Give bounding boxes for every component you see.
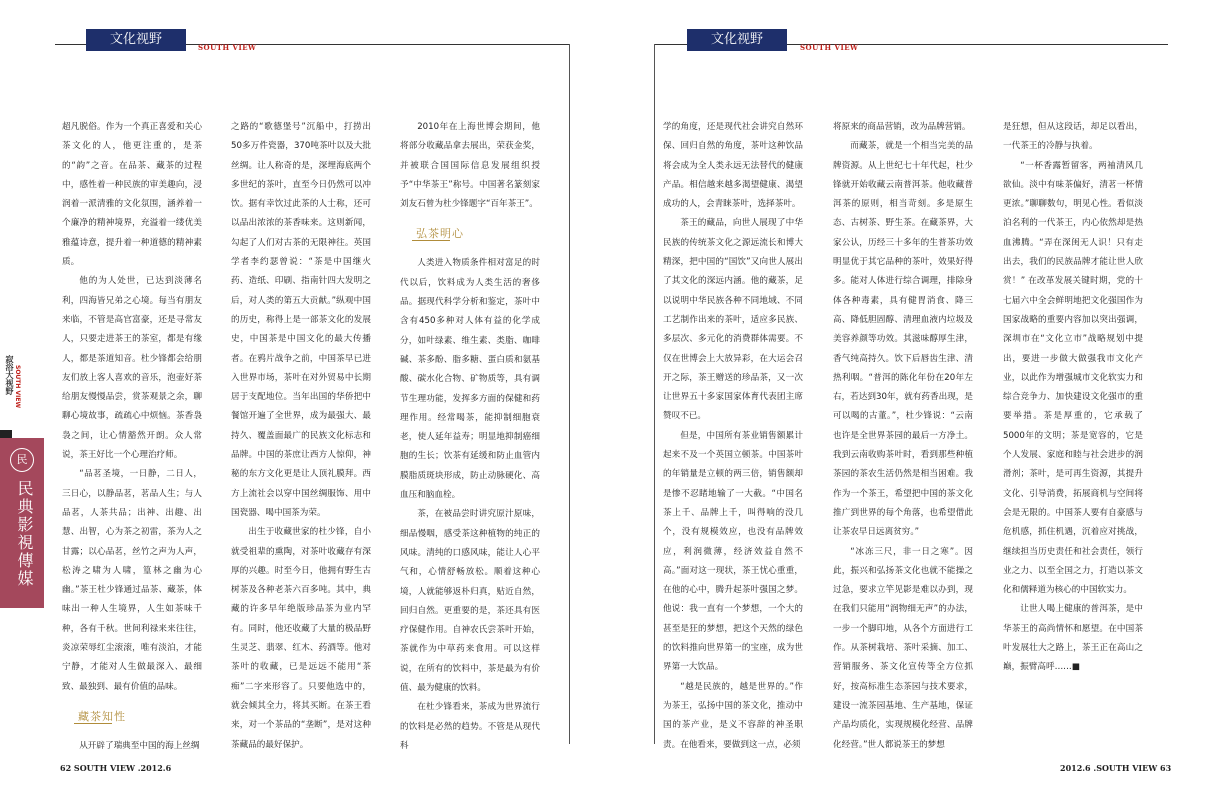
paragraph: 2010年在上海世博会期间，他将部分收藏品拿去展出，荣获金奖，并被联合国国际信息发展组织授予“中华茶王”称号。中国著名篆刻家刘友石曾为杜少锋题字“百年茶王”。 — [400, 122, 540, 210]
paragraph: 是狂想，但从这段话，却足以看出，一代茶王的冷静与执着。 — [1003, 122, 1143, 152]
section-title: 文化视野 — [687, 29, 787, 51]
paragraph: 他的为人处世，已达到淡薄名利，四海皆兄弟之心境。每当有朋友来临，不管是高官富豪，还是寻常友人，只要走进茶王的茶室，都是有缘人，都是茶道知音。杜少锋都会给朋友们放上客人喜欢的音乐，泡壶好茶给朋友慢慢品尝，赏茶观景之余，聊聊心境故事，疏疏心中烦恼。茶香袅袅之间，让心情豁然开朗。众人常说，茶王好比一个心理治疗师。 — [62, 276, 202, 461]
paragraph: “一杯香露暂留客，两袖清风几欲仙。淡中有味茶偏好，清茗一杯情更浓。”聊聊数句，明见心性。看似淡泊名利的一代茶王，内心依然却是热血沸腾。“弄在深闺无人识！只有走出去，我们的民族品牌才能让世人欣赏！” 在改革发展关键时期，党的十七届六中全会鲜明地把文化强国作为国家战略的重要内容加以突出强调，深圳市在“文化立市”战略规划中提出，要进一步做大做强我市文化产业，以此作为增强城市文化软实力和综合竞争力、加快建设文化强市的重要举措。茶是厚重的，它承载了5000年的文明；茶是宽容的，它是个人发展、家庭和睦与社会进步的润滑剂；茶叶，是可再生资源，其提升文化、引导消费，拓展商机与空间将会是无限的。中国茶人要有自豪感与危机感，抓住机遇，沉着应对挑战，继续担当历史责任和社会责任，领行业之力、以至全国之力，打造以茶文化和儒释道为核心的中国软实力。 — [1003, 160, 1143, 596]
brand-seal-icon: 民 — [10, 448, 34, 472]
paragraph: 将原来的商品营销，改为品牌营销。 — [833, 122, 971, 132]
section-subtitle: SOUTH VIEW — [800, 43, 859, 52]
section-subtitle: SOUTH VIEW — [198, 43, 257, 52]
article-column-1 — [663, 118, 803, 755]
header-vertical-rule — [569, 44, 570, 744]
subheading-text: 弘茶明心 — [416, 227, 464, 241]
paragraph: 在杜少锋看来，茶成为世界流行的饮料是必然的趋势。不管是从现代科 — [400, 702, 540, 751]
brand-name: 民典影視傳媒 — [15, 480, 34, 588]
sidebar-magazine-en: SOUTH VIEW — [14, 365, 21, 409]
sidebar-brand-tab — [0, 438, 44, 608]
subheading — [400, 214, 540, 254]
paragraph: 超凡脱俗。作为一个真正喜爱和关心茶文化的人，他更注重的，是茶的“韵”之音。在品茶、藏茶的过程中，感性着一种民族的审美趣向，浸润着一派清雅的文化氛围，涵养着一个廉净的精神境界，充溢着一缕优美雅蕴诗意，提升着一种道德的精神素质。 — [62, 122, 202, 268]
left-page — [0, 0, 600, 788]
paragraph: 让世人喝上健康的普洱茶，是中华茶王的高尚情怀和愿望。在中国茶叶发展壮大之路上，茶王正在高山之巅，振臂高呼……■ — [1003, 604, 1143, 673]
paragraph: 而藏茶，就是一个相当完美的品牌资源。从上世纪七十年代起，杜少锋就开始收藏云南普洱茶。他收藏普洱茶的原则，相当苛刻。多是原生态、古树茶、野生茶。在藏茶界，大家公认，历经三十多年的生普茶功效明显优于其它品种的茶叶，效果好得多。能对人体进行综合调理，排除身体各种毒素，具有健胃消食、降三高、降低胆固醇、清理血液内垃圾及美容养颜等功效。其滋味醇厚生津，香气纯高持久。饮下后唇齿生津、清热利咽。“普洱的陈化年份在20年左右，若达到30年，就有药香出现，是可以喝的古董。”，杜少锋说：“云南也许是全世界茶园的最后一方净土。我到云南收购茶叶时，看到那些种植茶园的茶农生活仍然是相当困难。我作为一个茶王，希望把中国的茶文化推广到世界的每个角落，也希望借此让茶农早日远离贫穷。” — [833, 141, 973, 538]
subheading-rule — [412, 240, 450, 241]
subheading-rule — [74, 723, 112, 724]
article-column-2 — [231, 118, 371, 755]
header-vertical-rule — [654, 44, 655, 744]
page-footer: 62 SOUTH VIEW .2012.6 — [60, 763, 172, 773]
paragraph: 人类进入物质条件相对富足的时代以后，饮料成为人类生活的奢侈品。据现代科学分析和鉴定，茶叶中含有450多种对人体有益的化学成分，如叶绿素、维生素、类脂、咖啡碱、茶多酚、脂多糖、蛋白质和氨基酸、碳水化合物、矿物质等，具有调节生理功能，发挥多方面的保健和药理作用。经常喝茶，能抑制细胞衰老，使人延年益寿；明显地抑制癌细胞的生长；饮茶有延缓和防止血管内膜脂质斑块形成，防止动脉硬化、高血压和脑血栓。 — [400, 258, 540, 501]
article-column-3 — [400, 118, 540, 756]
paragraph: “冰冻三尺，非一日之寒”。因此，振兴和弘扬茶文化也就不能操之过急，要求立竿见影是难以办到，现在我们只能用“润物细无声”的办法，一步一个脚印地，从各个方面进行工作。从茶树栽培、茶叶采摘、加工、营销服务、茶文化宣传等全方位抓好，按高标准生态茶园与技术要求，建设一流茶园基地、生产基地，保证产品均质化，实现规模化经营、品牌化经营。”世人都说茶王的梦想 — [833, 546, 973, 750]
right-page — [610, 0, 1219, 788]
subheading-text: 藏茶知性 — [78, 709, 126, 723]
paragraph: 学的角度，还是现代社会讲究自然环保、回归自然的角度，茶叶这种饮品将会成为全人类永远无法替代的健康产品。相信越来越多渴望健康、渴望成功的人，会青睐茶叶，选择茶叶。 — [663, 122, 803, 210]
paragraph: 茶，在被品尝时讲究原汁原味，细品慢咽，感受茶这种植物的纯正的风味。清纯的口感风味，能让人心平气和，心情舒畅放松。顺着这种心境，人就能够返朴归真，贴近自然，回归自然。更重要的是，茶还具有医疗保健作用。自神农氏尝茶叶开始，茶就作为中草药来食用。可以这样说，在所有的饮料中，茶是最为有价值、最为健康的饮料。 — [400, 509, 540, 694]
paragraph: 从开辟了瑞典至中国的海上丝绸 — [79, 740, 200, 751]
sidebar-divider — [0, 430, 12, 438]
article-column-2 — [833, 118, 973, 755]
paragraph: 出生于收藏世家的杜少锋，自小就受祖辈的熏陶，对茶叶收藏存有深厚的兴趣。时至今日，他拥有野生古树茶及各种老茶六百多吨。其中，典藏的许多早年绝版珍品茶为业内罕有。同时，他还收藏了大量的极品野生灵芝、翡翠、红木、药酒等。他对茶叶的收藏，已是远远不能用“茶痴”二字来形容了。只要他选中的，就会倾其全力，将其买断。在茶王看来，对一个茶品的“垄断”，是对这种茶藏品的最好保护。 — [231, 527, 371, 750]
subheading — [62, 697, 202, 737]
section-title: 文化视野 — [86, 29, 186, 51]
paragraph: “品茗圣境，一日静，二日人，三日心，以静品茗，茗品人生；与人品茗，人茶共品；出神、出趣、出慧、出智，心为茶之初雷，茶为人之甘露；以心品茗，丝竹之声为人声，松涛之啸为人啸，篁林之幽为心幽。”茶王杜少锋通过品茶、藏茶，体味出一种人生境界，人生如茶味千种，各有千秋。世间利禄来来往往，炎凉荣辱红尘滚滚，唯有淡泊，才能宁静，才能对人生做最深入、最细致、最独到、最有价值的品味。 — [62, 469, 202, 692]
paragraph: 之路的“歌德堡号”沉船中，打捞出50多万件瓷器，370吨茶叶以及大批丝绸。让人称奇的是，深埋海底两个多世纪的茶叶，直至今日仍然可以冲饮。据有幸饮过此茶的人士称，还可以品出浓浓的茶香味来。这则新闻，勾起了人们对古茶的无限神往。英国学者李约瑟曾说：“茶是中国继火药、造纸、印刷、指南针四大发明之后，对人类的第五大贡献。”纵观中国的历史，称得上是一部茶文化的发展史，中国茶是中国文化的最大传播者。在鸦片战争之前，中国茶早已进入世界市场，茶叶在对外贸易中长期居于支配地位。当年出国的华侨把中餐馆开遍了全世界，成为最强大、最持久、覆盖面最广的民族文化标志和品牌。中国的茶庶让西方人惊仰，神秘的东方文化更是让人顶礼膜拜。西方上流社会以穿中国丝绸服饰、用中国瓷器、喝中国茶为荣。 — [231, 122, 371, 518]
paragraph: 但是，中国所有茶业销售额累计起来不及一个英国立顿茶。中国茶叶的年销量是立顿的两三倍，销售额却是惨不忍睹地输了一大截。“中国名茶上千、品牌上千，叫得响的没几个，没有规模效应，也没有品牌效应，利润微薄，经济效益自然不高。”面对这一现状，茶王忧心重重，在他的心中，腾升起茶叶强国之梦。他说：我一直有一个梦想，一个大的甚至是狂的梦想，把这个天然的绿色的饮料推向世界第一的宝座，成为世界第一大饮品。 — [663, 430, 803, 673]
sidebar-magazine-name: 寂浴大视野 — [5, 355, 14, 395]
page-footer: 2012.6 .SOUTH VIEW 63 — [1060, 763, 1172, 773]
sidebar-magazine-tab — [0, 355, 24, 425]
article-column-3 — [1003, 118, 1143, 678]
article-column-1 — [62, 118, 202, 756]
paragraph: “越是民族的，越是世界的。”作为茶王，弘扬中国的茶文化，推动中国的茶产业，是义不容辞的神圣职责。在他看来，要做到这一点，必须 — [663, 681, 803, 750]
paragraph: 茶王的藏品，向世人展现了中华民族的传统茶文化之源远流长和博大精深，把中国的“国饮”又向世人展出了其文化的深远内涵。他的藏茶，足以说明中华民族各种不同地域、不同工艺制作出来的茶叶，适应多民族、多层次、多元化的消费群体需要。不仅在世博会上大放异彩，在大运会召开之际，茶王赠送的珍品茶，又一次让世界五十多家国家体育代表团主席赞叹不已。 — [663, 218, 803, 422]
